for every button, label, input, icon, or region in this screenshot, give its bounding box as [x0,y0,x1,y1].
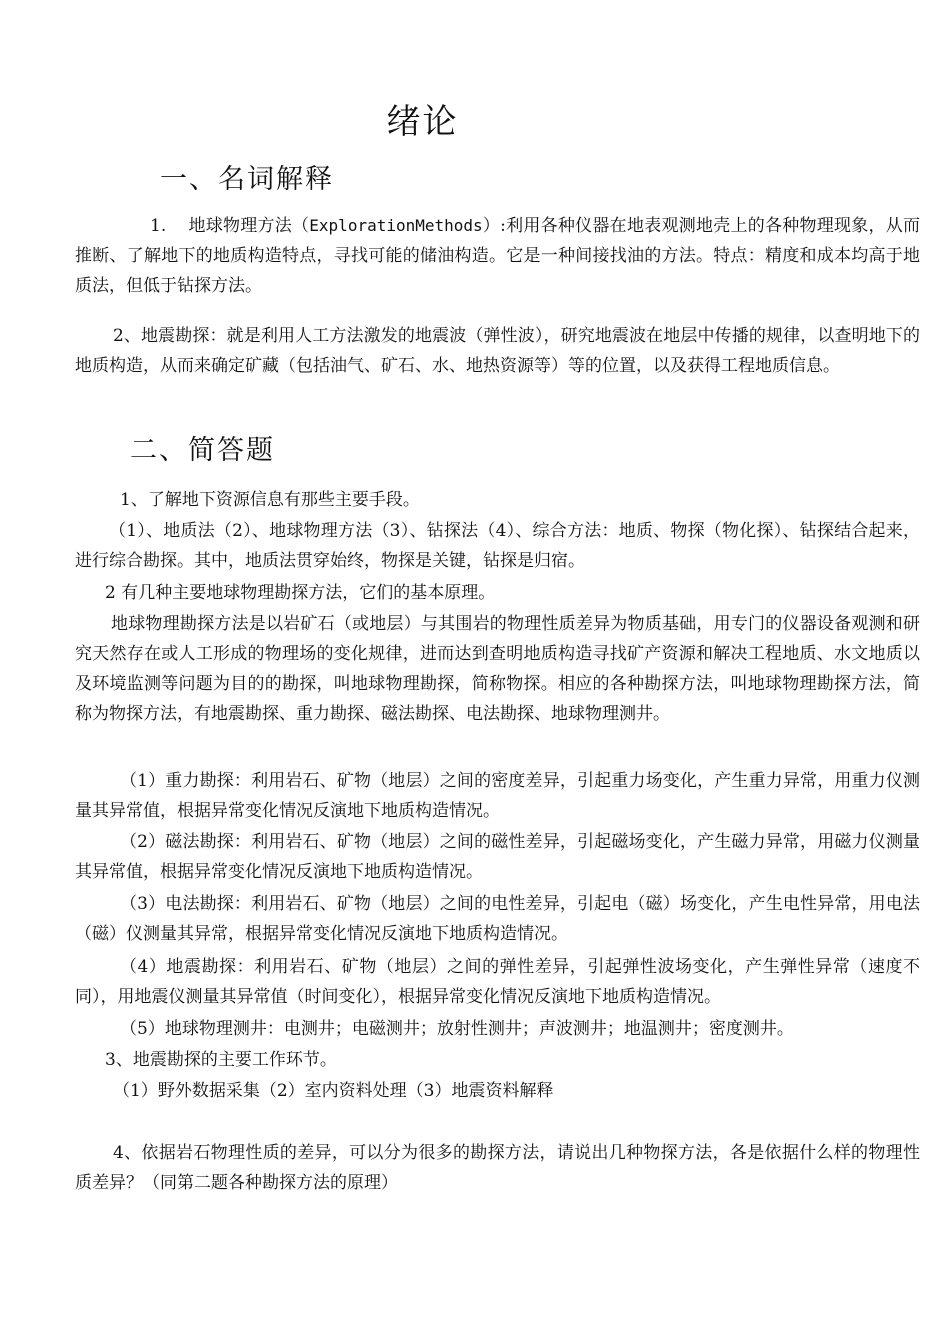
term-text-a: 地球物理方法（ [188,216,310,236]
section-heading-short-answer: 二、简答题 [130,435,275,466]
term-number: 1. [150,216,167,236]
answer-2: 地球物理勘探方法是以岩矿石（或地层）与其围岩的物理性质差异为物质基础，用专门的仪器设备观测和研究天然存在或人工形成的物理场的变化规律，进而达到查明地质构造寻找矿产资源和解决工程地质、水文地质以及环境监测等问题为目的的勘探，叫地球物理勘探，简称物探。相应的各种勘探方法，叫地球物理勘探方法，简称为物探方法，有地震勘探、重力勘探、磁法勘探、电法勘探、地球物理测井。 [75,614,920,724]
method-magnetic: （2）磁法勘探：利用岩石、矿物（地层）之间的磁性差异，引起磁场变化，产生磁力异常，用磁力仪测量其异常值，根据异常变化情况反演地下地质构造情况。 [75,832,920,882]
term-text-b: ）:利用各种仪器在地表观测地壳上的各种物理现象，从而推断、了解地下的地质构造特点，寻找可能的储油构造。它是一种间接找油的方法。特点：精度和成本均高于地质法，但低于钻探方法。 [75,216,921,296]
answer-1: （1）、地质法（2）、地球物理方法（3）、钻探法（4）、综合方法：地质、物探（物化探）、钻探结合起来，进行综合勘探。其中，地质法贯穿始终，物探是关键，钻探是归宿。 [75,521,920,571]
question-3: 3、地震勘探的主要工作环节。 [105,1050,337,1070]
term-exploration-methods [75,211,920,301]
question-2: 2 有几种主要地球物理勘探方法，它们的基本原理。 [105,583,496,603]
question-1: 1、了解地下资源信息有那些主要手段。 [120,490,420,510]
method-electrical: （3）电法勘探：利用岩石、矿物（地层）之间的电性差异，引起电（磁）场变化，产生电性异常，用电法（磁）仪测量其异常，根据异常变化情况反演地下地质构造情况。 [75,894,920,944]
question-4: 4、依据岩石物理性质的差异，可以分为很多的勘探方法，请说出几种物探方法，各是依据什么样的物理性质差异？（同第二题各种勘探方法的原理） [75,1143,920,1193]
section-heading-terms: 一、名词解释 [160,164,334,195]
answer-3: （1）野外数据采集（2）室内资料处理（3）地震资料解释 [113,1081,554,1101]
term-seismic-exploration: 2、地震勘探：就是利用人工方法激发的地震波（弹性波），研究地震波在地层中传播的规律，以查明地下的地质构造，从而来确定矿藏（包括油气、矿石、水、地热资源等）等的位置，以及获得工程地质信息。 [75,326,920,376]
term-english: ExplorationMethods [309,216,483,235]
document-title: 绪论 [386,102,459,142]
method-well-logging: （5）地球物理测井：电测井；电磁测井；放射性测井；声波测井；地温测井；密度测井。 [120,1019,794,1039]
method-gravity: （1）重力勘探：利用岩石、矿物（地层）之间的密度差异，引起重力场变化，产生重力异常，用重力仪测量其异常值，根据异常变化情况反演地下地质构造情况。 [75,771,920,821]
method-seismic: （4）地震勘探：利用岩石、矿物（地层）之间的弹性差异，引起弹性波场变化，产生弹性异常（速度不同），用地震仪测量其异常值（时间变化），根据异常变化情况反演地下地质构造情况。 [75,957,920,1007]
